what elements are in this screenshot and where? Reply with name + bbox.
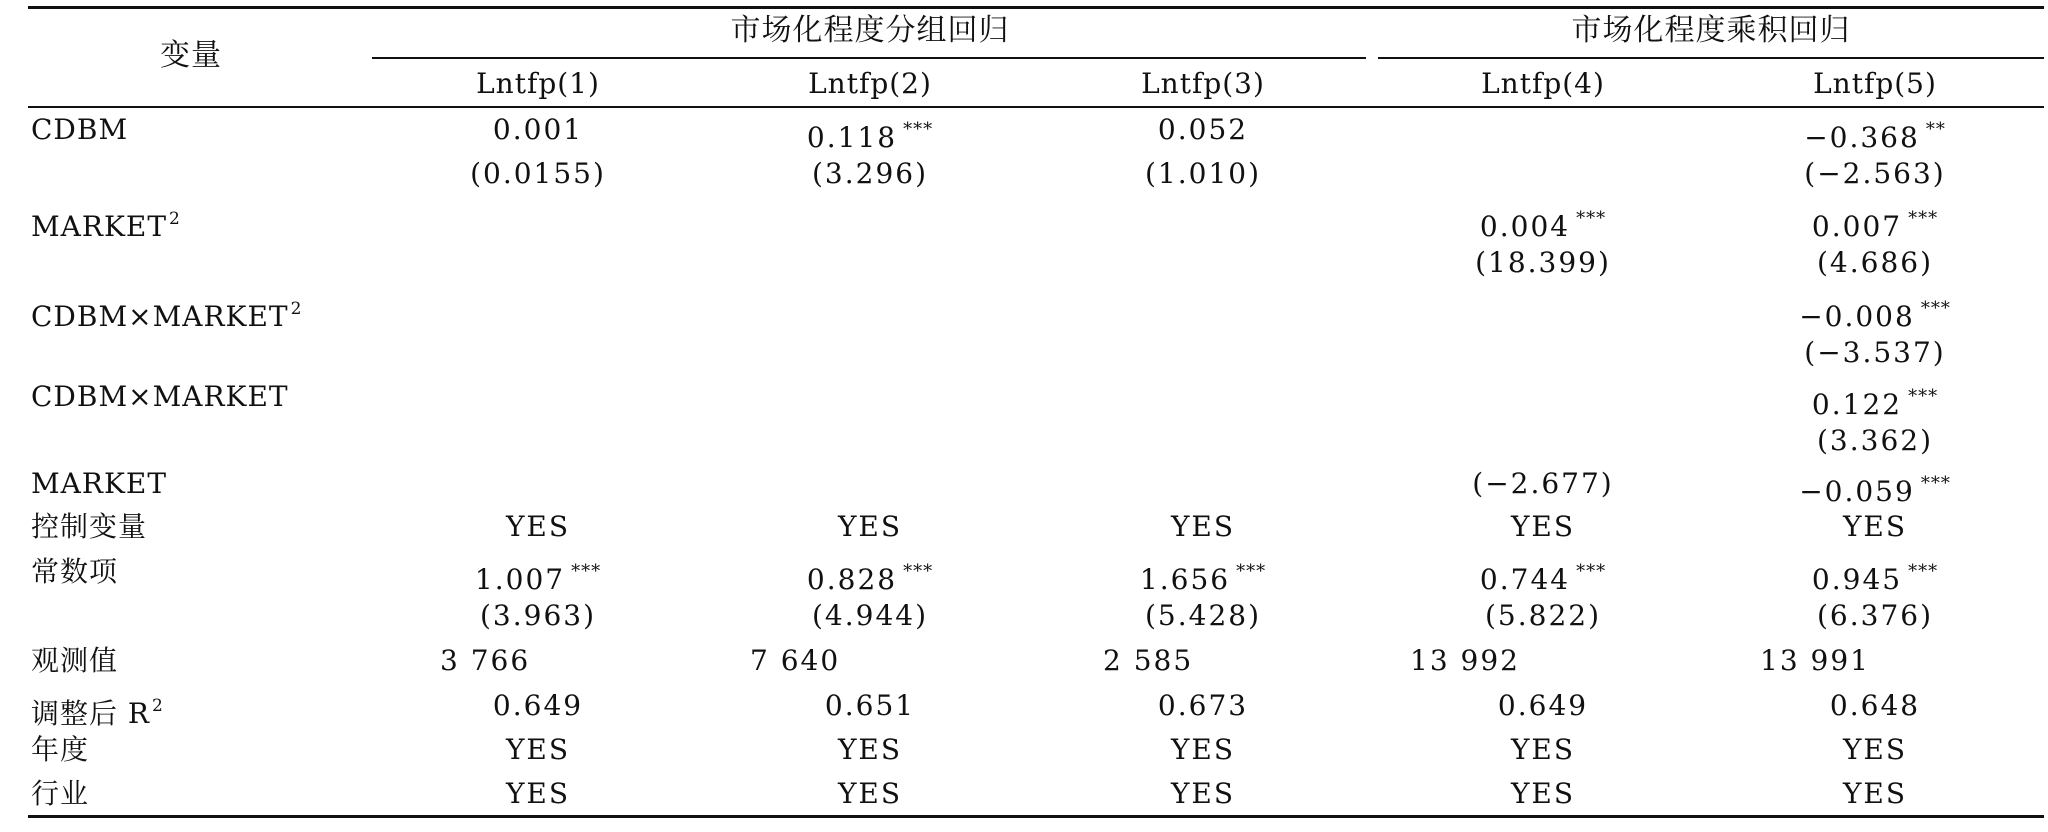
coef-constant-1-value: 1.007 [474, 563, 566, 596]
industry-5-value: YES [1842, 777, 1908, 810]
coef-cdbm-1 [493, 113, 583, 147]
tstat-cdbm_market-5 [1817, 424, 1933, 458]
tstat-constant-3 [1145, 599, 1261, 633]
year-2 [838, 733, 902, 767]
tstat-cdbm-1-value: (0.0155) [470, 157, 606, 190]
tstat-cdbm-5 [1804, 157, 1945, 191]
controls-5-value: YES [1842, 510, 1908, 543]
row-label-industry: 行业 [31, 777, 90, 810]
coef-cdbm-5 [1804, 113, 1946, 155]
column-header-1: Lntfp(1) [476, 67, 600, 100]
controls-3 [1171, 510, 1235, 544]
row-label-observations: 观测值 [31, 644, 119, 677]
coef-market2-4 [1480, 202, 1606, 244]
tstat-constant-4-value: (5.822) [1484, 599, 1602, 632]
year-2-value: YES [837, 733, 903, 766]
industry-1-value: YES [505, 777, 571, 810]
r2-4-value: 0.649 [1497, 689, 1589, 722]
observations-3: 2 585 [1103, 644, 1194, 677]
row-label-cdbm: CDBM [31, 113, 129, 146]
coef-market2-5 [1812, 202, 1938, 244]
observations-2: 7 640 [750, 644, 841, 677]
industry-4 [1511, 777, 1575, 811]
coef-constant-5-significance: *** [1908, 561, 1939, 582]
tstat-market2-4 [1475, 246, 1611, 280]
coef-cdbm_market2-5-significance: *** [1920, 298, 1951, 319]
tstat-constant-1-value: (3.963) [479, 599, 597, 632]
row-label-cdbm-market-squared: CDBM×MARKET $^2$ [31, 299, 303, 333]
tstat-cdbm-1 [470, 157, 606, 191]
year-4 [1511, 733, 1575, 767]
observations-1: 3 766 [440, 644, 531, 677]
industry-5 [1843, 777, 1907, 811]
coef-market-5-significance: *** [1920, 473, 1951, 494]
year-4-value: YES [1510, 733, 1576, 766]
row-label-market: MARKET [31, 467, 168, 500]
column-header-2: Lntfp(2) [808, 67, 932, 100]
column-header-5: Lntfp(5) [1813, 67, 1937, 100]
coef-cdbm-2-value: 0.118 [806, 121, 898, 154]
industry-4-value: YES [1510, 777, 1576, 810]
coef-constant-3-significance: *** [1236, 561, 1267, 582]
year-5-value: YES [1842, 733, 1908, 766]
industry-2 [838, 777, 902, 811]
coef-cdbm_market-5-value: 0.122 [1811, 388, 1903, 421]
year-1-value: YES [505, 733, 571, 766]
coef-market-5-value: −0.059 [1799, 475, 1915, 508]
industry-3 [1171, 777, 1235, 811]
year-3 [1171, 733, 1235, 767]
row-label-cdbm-market: CDBM×MARKET [31, 380, 289, 413]
controls-1 [506, 510, 570, 544]
coef-constant-5-value: 0.945 [1811, 563, 1903, 596]
tstat-constant-5 [1817, 599, 1933, 633]
coef-constant-2-significance: *** [903, 561, 934, 582]
coef-cdbm-5-significance: ** [1925, 119, 1946, 140]
tstat-cdbm-5-value: (−2.563) [1804, 157, 1946, 190]
column-header-4: Lntfp(4) [1481, 67, 1605, 100]
year-1 [506, 733, 570, 767]
header-group-2: 市场化程度乘积回归 [1571, 13, 1851, 48]
r2-2-value: 0.651 [824, 689, 916, 722]
coef-market-4-value: (−2.677) [1472, 467, 1614, 500]
tstat-cdbm_market-5-value: (3.362) [1816, 424, 1934, 457]
r2-4 [1498, 689, 1588, 723]
coef-cdbm-3-value: 0.052 [1157, 113, 1249, 146]
row-label-market-squared: MARKET $^2$ [31, 209, 181, 243]
coef-market-4 [1472, 467, 1613, 501]
header-variable: 变量 [160, 38, 222, 73]
tstat-constant-2 [812, 599, 928, 633]
r2-1 [493, 689, 583, 723]
row-label-constant: 常数项 [31, 555, 119, 588]
tstat-market2-5 [1817, 246, 1933, 280]
coef-constant-1 [475, 555, 601, 597]
industry-3-value: YES [1170, 777, 1236, 810]
tstat-constant-1 [480, 599, 596, 633]
r2-3 [1158, 689, 1248, 723]
tstat-cdbm-3-value: (1.010) [1144, 157, 1262, 190]
coef-constant-4-significance: *** [1576, 561, 1607, 582]
row-label-adjusted-r2: 调整后 R $^2$ [31, 696, 164, 730]
coef-constant-5 [1812, 555, 1938, 597]
r2-2 [825, 689, 915, 723]
industry-2-value: YES [837, 777, 903, 810]
r2-1-value: 0.649 [492, 689, 584, 722]
tstat-cdbm_market2-5 [1804, 336, 1945, 370]
coef-constant-4 [1480, 555, 1606, 597]
coef-constant-3-value: 1.656 [1139, 563, 1231, 596]
year-3-value: YES [1170, 733, 1236, 766]
coef-constant-4-value: 0.744 [1479, 563, 1571, 596]
coef-market2-5-significance: *** [1908, 208, 1939, 229]
tstat-cdbm-3 [1145, 157, 1261, 191]
column-header-3: Lntfp(3) [1141, 67, 1265, 100]
observations-4: 13 992 [1410, 644, 1520, 677]
bottom-rule [28, 815, 2044, 818]
r2-5 [1830, 689, 1920, 723]
year-5 [1843, 733, 1907, 767]
tstat-cdbm-2-value: (3.296) [811, 157, 929, 190]
group2-rule [1378, 57, 2044, 59]
controls-4-value: YES [1510, 510, 1576, 543]
coef-cdbm_market2-5 [1799, 292, 1951, 334]
coef-cdbm_market-5-significance: *** [1908, 386, 1939, 407]
controls-2-value: YES [837, 510, 903, 543]
coef-cdbm_market2-5-value: −0.008 [1799, 300, 1915, 333]
controls-1-value: YES [505, 510, 571, 543]
coef-constant-1-significance: *** [571, 561, 602, 582]
industry-1 [506, 777, 570, 811]
tstat-market2-5-value: (4.686) [1816, 246, 1934, 279]
controls-2 [838, 510, 902, 544]
tstat-cdbm_market2-5-value: (−3.537) [1804, 336, 1946, 369]
coef-cdbm-2-significance: *** [903, 119, 934, 140]
tstat-cdbm-2 [812, 157, 928, 191]
observations-5: 13 991 [1760, 644, 1870, 677]
controls-3-value: YES [1170, 510, 1236, 543]
coef-cdbm-1-value: 0.001 [492, 113, 584, 146]
r2-3-value: 0.673 [1157, 689, 1249, 722]
coef-cdbm-2 [807, 113, 933, 155]
top-rule [28, 6, 2044, 9]
r2-5-value: 0.648 [1829, 689, 1921, 722]
coef-market2-5-value: 0.007 [1811, 210, 1903, 243]
row-label-year: 年度 [31, 733, 90, 766]
coef-constant-2-value: 0.828 [806, 563, 898, 596]
tstat-constant-3-value: (5.428) [1144, 599, 1262, 632]
coef-constant-3 [1140, 555, 1266, 597]
tstat-constant-4 [1485, 599, 1601, 633]
coef-market2-4-significance: *** [1576, 208, 1607, 229]
controls-5 [1843, 510, 1907, 544]
header-rule [28, 106, 2044, 108]
row-label-controls: 控制变量 [31, 510, 148, 543]
tstat-constant-2-value: (4.944) [811, 599, 929, 632]
coef-market-5 [1799, 467, 1951, 509]
tstat-market2-4-value: (18.399) [1475, 246, 1611, 279]
coef-market2-4-value: 0.004 [1479, 210, 1571, 243]
coef-cdbm-5-value: −0.368 [1804, 121, 1920, 154]
header-group-1: 市场化程度分组回归 [730, 13, 1010, 48]
coef-cdbm_market-5 [1812, 380, 1938, 422]
coef-cdbm-3 [1158, 113, 1248, 147]
coef-constant-2 [807, 555, 933, 597]
tstat-constant-5-value: (6.376) [1816, 599, 1934, 632]
group1-rule [372, 57, 1366, 59]
controls-4 [1511, 510, 1575, 544]
